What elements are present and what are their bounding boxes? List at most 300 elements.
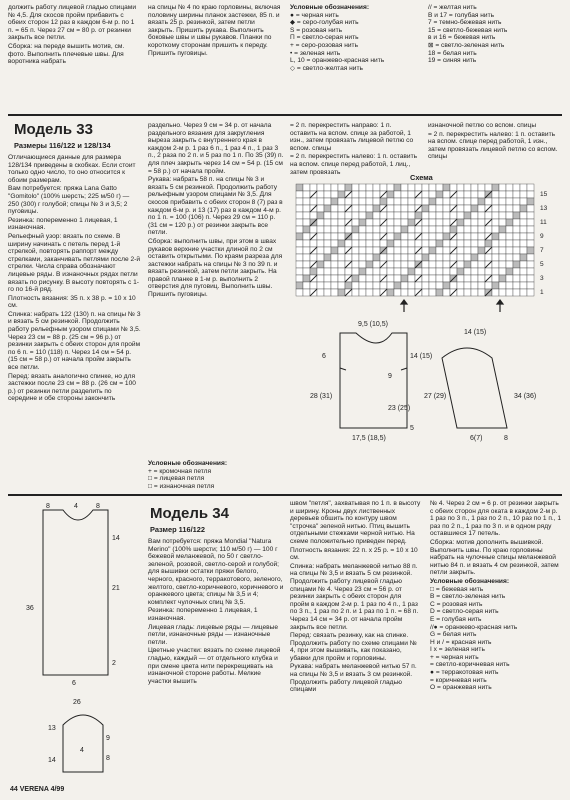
chart-cell xyxy=(436,289,443,296)
chart-cell xyxy=(324,240,331,247)
chart-cell xyxy=(429,184,436,191)
chart-cell xyxy=(415,282,422,289)
chart-cell xyxy=(422,184,429,191)
chart-cell xyxy=(317,282,324,289)
chart-cell xyxy=(443,268,450,275)
chart-cell xyxy=(520,212,527,219)
chart-cell xyxy=(506,282,513,289)
chart-cell xyxy=(506,184,513,191)
chart-cell xyxy=(303,240,310,247)
legend-title: Условные обозначения: xyxy=(290,4,370,11)
legend-item: G = белая нить xyxy=(430,631,477,639)
top-column-2 xyxy=(148,4,282,112)
chart-cell xyxy=(387,275,394,282)
chart-cell xyxy=(408,219,415,226)
chart-cell xyxy=(471,289,478,296)
chart-cell xyxy=(373,219,380,226)
chart-cell xyxy=(345,198,352,205)
chart-cell xyxy=(492,254,499,261)
legend-item: ◆ = серо-голубая нить xyxy=(290,19,359,27)
chart-cell xyxy=(303,219,310,226)
chart-cell xyxy=(380,212,387,219)
chart-cell xyxy=(485,240,492,247)
chart-cell xyxy=(499,184,506,191)
chart-cell xyxy=(387,212,394,219)
chart-cell xyxy=(387,289,394,296)
chart-cell xyxy=(387,233,394,240)
chart-cell xyxy=(338,212,345,219)
chart-cell xyxy=(408,247,415,254)
chart-cell xyxy=(527,261,534,268)
chart-cell xyxy=(366,261,373,268)
chart-cell xyxy=(352,247,359,254)
chart-cell xyxy=(324,226,331,233)
chart-cell xyxy=(338,240,345,247)
chart-cell xyxy=(317,254,324,261)
sleeve-schematic xyxy=(442,348,507,428)
chart-cell xyxy=(366,205,373,212)
chart-cell xyxy=(394,289,401,296)
text-paragraph: Перед: вязать аналогично спинке, но для застежки после 23 см = 88 р. (26 см = 100 р.) от резинки петли разделить по середине и обе стороны закончить xyxy=(8,372,136,403)
text-paragraph: Перед: связать резинку, как на спинке. Продолжить работу по схеме спицами № 4, при этом вышивать, как показано, убавки для пройм и горловины. xyxy=(290,632,417,662)
chart-cell xyxy=(457,233,464,240)
chart-cell xyxy=(527,226,534,233)
chart-cell xyxy=(499,254,506,261)
chart-cell xyxy=(478,233,485,240)
model-34-schematics xyxy=(8,500,142,780)
page-footer: 44 VERENA 4/99 xyxy=(10,786,65,794)
row-number: 11 xyxy=(540,219,547,226)
dim-label: 9 xyxy=(106,735,110,742)
chart-cell xyxy=(527,268,534,275)
chart-cell xyxy=(380,254,387,261)
chart-cell xyxy=(506,275,513,282)
chart-cell xyxy=(506,205,513,212)
legend-item: S = розовая нить xyxy=(290,26,343,34)
chart-cell xyxy=(436,198,443,205)
chart-cell xyxy=(345,282,352,289)
chart-cell xyxy=(513,198,520,205)
chart-cell xyxy=(436,233,443,240)
chart-cell xyxy=(478,191,485,198)
chart-cell xyxy=(527,240,534,247)
chart-cell xyxy=(387,254,394,261)
chart-cell xyxy=(366,198,373,205)
chart-cell xyxy=(485,282,492,289)
chart-cell xyxy=(303,254,310,261)
chart-cell xyxy=(527,254,534,261)
chart-cell xyxy=(450,240,457,247)
chart-cell xyxy=(401,184,408,191)
row-number: 3 xyxy=(540,275,544,282)
chart-cell xyxy=(415,212,422,219)
chart-cell xyxy=(352,198,359,205)
chart-cell xyxy=(429,240,436,247)
chart-cell xyxy=(303,212,310,219)
text-paragraph: Рукава: набрать 58 п. на спицы № 3 и вязать 5 см резинкой. Продолжить работу рельефным узором спицами № 3,5. Для скосов прибавить с обеих сторон 8 (7) раз в каждом 6-м р. и 13 (17) раз в каждом 4-м р. по 1 п. = 100 (106) п. Через 29 см = 110 р. (31 см = 120 р.) от резинки закрыть все петли. xyxy=(148,176,283,237)
chart-cell xyxy=(464,240,471,247)
chart-cell xyxy=(506,219,513,226)
chart-cell xyxy=(527,282,534,289)
chart-cell xyxy=(338,282,345,289)
chart-cell xyxy=(331,205,338,212)
chart-cell xyxy=(324,205,331,212)
chart-cell xyxy=(387,240,394,247)
chart-cell xyxy=(359,261,366,268)
chart-cell xyxy=(296,289,303,296)
chart-cell xyxy=(436,240,443,247)
model-33-column-2 xyxy=(148,122,284,454)
legend-item: В = светло-зеленая нить xyxy=(430,593,506,601)
legend-item: С = розовая нить xyxy=(430,600,483,608)
chart-cell xyxy=(443,212,450,219)
chart-cell xyxy=(422,275,429,282)
chart-cell xyxy=(457,240,464,247)
chart-cell xyxy=(527,198,534,205)
chart-cell xyxy=(373,261,380,268)
chart-cell xyxy=(429,261,436,268)
chart-cell xyxy=(317,240,324,247)
chart-cell xyxy=(457,289,464,296)
chart-cell xyxy=(422,261,429,268)
chart-cell xyxy=(303,205,310,212)
chart-cell xyxy=(373,282,380,289)
chart-cell xyxy=(345,254,352,261)
chart-cell xyxy=(401,226,408,233)
chart-cell xyxy=(338,191,345,198)
chart-cell xyxy=(359,226,366,233)
chart-cell xyxy=(436,212,443,219)
chart-cell xyxy=(499,275,506,282)
chart-cell xyxy=(429,289,436,296)
model-34-column-1 xyxy=(148,538,284,780)
chart-cell xyxy=(506,240,513,247)
chart-cell xyxy=(366,191,373,198)
chart-cell xyxy=(457,282,464,289)
dim-label: 14 (15) xyxy=(410,353,433,360)
chart-cell xyxy=(478,184,485,191)
chart-cell xyxy=(485,226,492,233)
legend-item: L, 10 = оранжево-красная нить xyxy=(290,57,385,65)
chart-cell xyxy=(464,261,471,268)
legend-item: О = оранжевая нить xyxy=(430,684,492,692)
chart-cell xyxy=(415,254,422,261)
chart-cell xyxy=(422,198,429,205)
model-33-title: Модель 33 xyxy=(14,121,93,138)
chart-cell xyxy=(401,198,408,205)
legend-item: ⊠ = светло-зеленая нить xyxy=(428,41,505,49)
text-paragraph: изнаночной петлю со вспом. спицы xyxy=(428,122,537,129)
chart-cell xyxy=(527,275,534,282)
chart-cell xyxy=(296,247,303,254)
chart-cell xyxy=(471,205,478,212)
chart-cell xyxy=(359,289,366,296)
text-paragraph: = 2 п. перекрестить налево: 1 п. оставить на вспом. спице перед работой, 1 изн., затем провязать лицевой петлю со вспом. спицы xyxy=(428,130,558,161)
chart-cell xyxy=(331,254,338,261)
chart-cell xyxy=(436,219,443,226)
chart-cell xyxy=(478,240,485,247)
chart-cell xyxy=(387,198,394,205)
chart-cell xyxy=(366,247,373,254)
model-33-schematics xyxy=(292,318,564,493)
chart-cell xyxy=(310,282,317,289)
chart-cell xyxy=(366,254,373,261)
chart-cell xyxy=(513,261,520,268)
chart-cell xyxy=(429,254,436,261)
chart-cell xyxy=(492,191,499,198)
chart-cell xyxy=(513,219,520,226)
chart-cell xyxy=(373,268,380,275)
chart-cell xyxy=(471,275,478,282)
chart-cell xyxy=(506,198,513,205)
chart-cell xyxy=(457,219,464,226)
chart-cell xyxy=(478,247,485,254)
chart-cell xyxy=(387,268,394,275)
chart-cell xyxy=(366,282,373,289)
chart-cell xyxy=(499,212,506,219)
chart-cell xyxy=(310,184,317,191)
chart-cell xyxy=(324,184,331,191)
chart-cell xyxy=(317,184,324,191)
chart-cell xyxy=(366,184,373,191)
chart-cell xyxy=(436,184,443,191)
chart-cell xyxy=(373,191,380,198)
chart-cell xyxy=(499,282,506,289)
chart-cell xyxy=(366,289,373,296)
section-divider xyxy=(8,114,562,116)
legend-item: + = серо-розовая нить xyxy=(290,41,359,49)
text-paragraph: Плотность вязания: 35 п. х 38 р. = 10 х 10 см. xyxy=(8,294,136,310)
chart-cell xyxy=(457,226,464,233)
chart-cell xyxy=(527,219,534,226)
chart-cell xyxy=(394,261,401,268)
chart-cell xyxy=(394,205,401,212)
chart-cell xyxy=(408,184,415,191)
chart-cell xyxy=(443,184,450,191)
chart-cell xyxy=(499,233,506,240)
chart-cell xyxy=(317,191,324,198)
chart-cell xyxy=(373,198,380,205)
text-paragraph: Резинка: попеременно 1 лицевая, 1 изнаночная. xyxy=(148,607,258,622)
chart-cell xyxy=(352,282,359,289)
chart-cell xyxy=(408,261,415,268)
chart-cell xyxy=(443,198,450,205)
chart-cell xyxy=(464,219,471,226)
chart-cell xyxy=(387,226,394,233)
text-paragraph: раздельно. Через 9 см = 34 р. от начала раздельного вязания для закругления выреза закрыть с внутреннего края в каждом 2-м р. 1 раз 6 п., 1 раз 4 п., 1 раз 3 п., 2 раза по 2 п. и 5 раз по 1 п. По 35 (39) п. для плеч закрыть через 14 см = 54 р. (15 см = 58 р.) от начала пройм. xyxy=(148,122,284,175)
chart-cell xyxy=(520,191,527,198)
chart-cell xyxy=(345,226,352,233)
chart-cell xyxy=(492,261,499,268)
chart-cell xyxy=(352,240,359,247)
chart-cell xyxy=(429,212,436,219)
chart-cell xyxy=(436,268,443,275)
chart-cell xyxy=(422,205,429,212)
chart-cell xyxy=(464,282,471,289)
chart-title: Схема xyxy=(410,173,433,182)
chart-cell xyxy=(464,268,471,275)
chart-cell xyxy=(317,226,324,233)
chart-cell xyxy=(429,275,436,282)
chart-cell xyxy=(471,212,478,219)
chart-cell xyxy=(359,184,366,191)
chart-cell xyxy=(331,247,338,254)
chart-cell xyxy=(296,205,303,212)
chart-cell xyxy=(471,240,478,247)
chart-cell xyxy=(324,289,331,296)
text-paragraph: Вам потребуется: пряжа Mondial "Natura Merino" (100% шерсти; 110 м/50 г) — 100 г бежевой меланжевой, по 50 г светло-зеленой, розовой, светло-серой и голубой; для вышивки остатки пряжи белого, черного, красного, терракотового, зеленого, желтого, светло-коричневого, коричневого и оранжевого цвета; спицы № 3,5 и 4; комплект чулочных спиц № 3,5. xyxy=(148,538,284,606)
chart-cell xyxy=(380,226,387,233)
model-34-column-2 xyxy=(290,500,422,780)
dim-label: 14 xyxy=(48,757,56,764)
chart-cell xyxy=(436,282,443,289)
model-34-sizes: Размер 116/122 xyxy=(150,525,205,534)
chart-cell xyxy=(450,198,457,205)
chart-cell xyxy=(520,205,527,212)
chart-cell xyxy=(310,240,317,247)
chart-cell xyxy=(478,275,485,282)
top-column-1 xyxy=(8,4,140,112)
chart-cell xyxy=(520,268,527,275)
chart-cell xyxy=(303,233,310,240)
chart-cell xyxy=(478,198,485,205)
chart-cell xyxy=(429,205,436,212)
chart-cell xyxy=(394,184,401,191)
legend-item: □ = лицевая петля xyxy=(148,475,205,483)
chart-cell xyxy=(324,282,331,289)
chart-cell xyxy=(443,240,450,247)
knitting-chart xyxy=(292,184,562,314)
model-33-column-3 xyxy=(290,122,420,176)
chart-cell xyxy=(429,282,436,289)
chart-cell xyxy=(422,289,429,296)
chart-cell xyxy=(506,226,513,233)
chart-cell xyxy=(317,261,324,268)
legend-item: = коричневая нить xyxy=(430,676,487,684)
row-number: 9 xyxy=(540,233,544,240)
text-paragraph: Вам потребуется: пряжа Lana Gatto "Gomitolo" (100% шерсть; 225 м/50 г) — 250 (300) г голубой; спицы № 3 и 3,5; 2 пуговицы. xyxy=(8,185,130,216)
chart-cell xyxy=(471,282,478,289)
chart-cell xyxy=(303,184,310,191)
chart-cell xyxy=(506,247,513,254)
chart-cell xyxy=(513,268,520,275)
chart-cell xyxy=(296,268,303,275)
text-paragraph: Спинка: набрать 122 (130) п. на спицы № 3 и вязать 5 см резинкой. Продолжить работу рельефным узором спицами № 3,5. Через 23 см = 88 р. (25 см = 96 р.) от резинки закрыть с обеих сторон для пройм по 6 п. = 110 (118) п. Через 14 см = 54 р. (15 см = 58 р.) от начала пройм закрыть все петли. xyxy=(8,310,141,372)
text-paragraph: Отличающиеся данные для размера 128/134 приведены в скобках. Если стоит только одно число, то оно относится к обоим размерам. xyxy=(8,154,136,184)
chart-cell xyxy=(296,212,303,219)
chart-cell xyxy=(401,268,408,275)
chart-cell xyxy=(359,268,366,275)
chart-cell xyxy=(296,219,303,226)
chart-cell xyxy=(303,198,310,205)
chart-cell xyxy=(331,268,338,275)
chart-cell xyxy=(408,191,415,198)
chart-cell xyxy=(492,275,499,282)
chart-cell xyxy=(471,233,478,240)
chart-cell xyxy=(520,275,527,282)
chart-cell xyxy=(457,184,464,191)
row-number: 7 xyxy=(540,247,544,254)
chart-cell xyxy=(331,282,338,289)
chart-cell xyxy=(450,268,457,275)
chart-cell xyxy=(296,261,303,268)
chart-cell xyxy=(478,282,485,289)
chart-cell xyxy=(422,247,429,254)
chart-cell xyxy=(373,240,380,247)
chart-cell xyxy=(338,233,345,240)
chart-cell xyxy=(366,226,373,233)
chart-cell xyxy=(387,219,394,226)
chart-cell xyxy=(513,233,520,240)
chart-cell xyxy=(513,275,520,282)
chart-cell xyxy=(324,233,331,240)
chart-cell xyxy=(520,184,527,191)
legend-item: Н и / = красная нить xyxy=(430,638,492,646)
chart-cell xyxy=(520,198,527,205)
chart-cell xyxy=(422,240,429,247)
chart-cell xyxy=(499,289,506,296)
chart-cell xyxy=(429,226,436,233)
chart-cell xyxy=(492,219,499,226)
dim-label: 9 xyxy=(388,373,392,380)
chart-cell xyxy=(310,268,317,275)
chart-cell xyxy=(317,219,324,226)
chart-cell xyxy=(408,254,415,261)
chart-cell xyxy=(471,247,478,254)
chart-cell xyxy=(352,226,359,233)
chart-cell xyxy=(485,254,492,261)
legend-item: • = зеленая нить xyxy=(290,49,341,57)
chart-cell xyxy=(436,247,443,254)
chart-cell xyxy=(436,191,443,198)
chart-cell xyxy=(387,191,394,198)
chart-cell xyxy=(478,219,485,226)
chart-cell xyxy=(443,226,450,233)
dim-label: 27 (29) xyxy=(424,393,447,400)
chart-cell xyxy=(394,191,401,198)
chart-cell xyxy=(394,247,401,254)
chart-cell xyxy=(513,254,520,261)
chart-cell xyxy=(485,198,492,205)
chart-cell xyxy=(443,275,450,282)
chart-cell xyxy=(324,219,331,226)
chart-cell xyxy=(429,198,436,205)
chart-cell xyxy=(492,289,499,296)
front-schematic xyxy=(43,510,108,675)
text-paragraph: Цветные участки: вязать по схеме лицевой гладью, каждый — от отдельного клубка и при смене цвета нити перекрещивать на изнаночной стороне работы. Мелкие участки вышить xyxy=(148,647,281,685)
chart-cell xyxy=(359,212,366,219)
chart-cell xyxy=(387,184,394,191)
dim-label: 8 xyxy=(106,755,110,762)
legend-item: Е = голубая нить xyxy=(430,615,482,623)
chart-cell xyxy=(317,289,324,296)
chart-cell xyxy=(471,191,478,198)
chart-cell xyxy=(303,261,310,268)
legend-item: ● = терракотовая нить xyxy=(430,669,499,677)
dim-label: 8 xyxy=(96,503,100,510)
chart-cell xyxy=(492,205,499,212)
chart-cell xyxy=(366,212,373,219)
chart-cell xyxy=(436,226,443,233)
dim-label: 17,5 (18,5) xyxy=(352,435,386,442)
chart-cell xyxy=(464,205,471,212)
chart-cell xyxy=(324,212,331,219)
chart-cell xyxy=(422,219,429,226)
chart-cell xyxy=(492,226,499,233)
chart-cell xyxy=(324,261,331,268)
dim-label: 6 xyxy=(322,353,326,360)
chart-cell xyxy=(513,212,520,219)
